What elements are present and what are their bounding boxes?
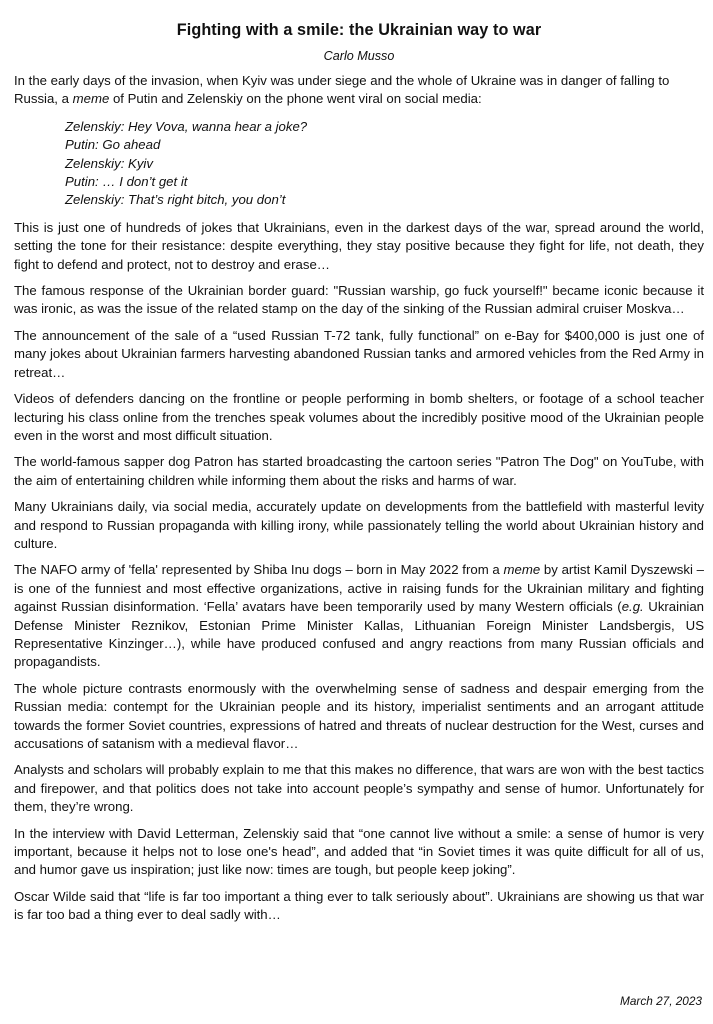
- nafo-text: Ukrainian Defense Minister Reznikov, Estonian Prime Minister Kallas, Lithuanian Foreign Minister Landsbergis, US Representative Kinzinger…), while have produced confused and angry reactions from many Russian officials and propagandists.: [14, 599, 704, 670]
- body-paragraph: The announcement of the sale of a “used Russian T-72 tank, fully functional” on e-Bay for $400,000 is just one of many jokes about Ukrainian farmers harvesting abandoned Russian tanks and armored vehicles from the Red Army in retreat…: [14, 327, 704, 380]
- intro-emphasis: meme: [72, 91, 110, 107]
- nafo-text: The NAFO army of 'fella' represented by Shiba Inu dogs – born in May 2022 from a: [14, 562, 504, 578]
- nafo-paragraph: [14, 561, 704, 671]
- dialogue-line: Putin: … I don’t get it: [65, 174, 188, 190]
- intro-text-end: of Putin and Zelenskiy on the phone went viral on social media:: [109, 91, 482, 107]
- nafo-emphasis: e.g.: [621, 599, 644, 615]
- article-date: March 27, 2023: [620, 994, 702, 1008]
- body-paragraph: Videos of defenders dancing on the frontline or people performing in bomb shelters, or footage of a school teacher lecturing his class online from the trenches speak volumes about the incredibly positive mood of the Ukrainian people even in the worst and most difficult situation.: [14, 391, 704, 443]
- body-paragraph: Many Ukrainians daily, via social media, accurately update on developments from the battlefield with masterful levity and respond to Russian propaganda with killing irony, while passionately telling the world about Ukrainian history and culture.: [14, 499, 704, 551]
- intro-text: In the early days of the invasion, when Kyiv was under siege and the whole of Ukraine was in danger of falling to Russia, a: [14, 73, 670, 107]
- body-paragraph: The world-famous sapper dog Patron has started broadcasting the cartoon series "Patron The Dog" on YouTube, with the aim of entertaining children while informing them about the risks and harms of war.: [14, 454, 704, 488]
- intro-paragraph: [14, 72, 704, 109]
- body-paragraph: In the interview with David Letterman, Zelenskiy said that “one cannot live without a smile: a sense of humor is very important, because it helps not to lose one's head”, and added that “in Soviet times it was quite difficult for all of us, and humor gave us inspiration; just like now: times are tough, but people keep joking”.: [14, 825, 704, 878]
- dialogue-line: Zelenskiy: Hey Vova, wanna hear a joke?: [65, 118, 308, 134]
- dialogue-line: Zelenskiy: Kyiv: [65, 155, 153, 171]
- body-paragraph: The famous response of the Ukrainian border guard: "Russian warship, go fuck yourself!" became iconic because it was ironic, as was the issue of the related stamp on the day of the sinking of the Russian admiral cruiser Moskva…: [14, 283, 704, 317]
- dialogue-line: Putin: Go ahead: [65, 137, 161, 153]
- article-author: Carlo Musso: [323, 49, 395, 63]
- body-paragraph: Analysts and scholars will probably explain to me that this makes no difference, that wars are won with the best tactics and firepower, and that politics does not take into account people’s sympathy and sense of humor. Unfortunately for them, they’re wrong.: [14, 762, 704, 815]
- body-paragraph: Oscar Wilde said that “life is far too important a thing ever to talk seriously about”. Ukrainians are showing us that war is far too bad a thing ever to deal sadly with…: [14, 888, 704, 923]
- body-paragraph: The whole picture contrasts enormously with the overwhelming sense of sadness and despair emerging from the Russian media: contempt for the Ukrainian people and its history, imperialist sentiments and an arrogant attitude towards the former Soviet countries, expressions of hatred and threats of nuclear destruction for the West, curses and accusations of satanism with a medieval flavor…: [14, 680, 704, 751]
- joke-dialogue: [65, 118, 704, 210]
- dialogue-line: Zelenskiy: That’s right bitch, you don’t: [65, 192, 286, 208]
- nafo-emphasis: meme: [503, 562, 541, 578]
- nafo-text: by artist Kamil Dyszewski – is one of the funniest and most effective organizations, active in raising funds for the Ukrainian military and fighting against Russian disinformation. ‘Fella’ avatars have been temporarily used by many Western officials (: [14, 562, 705, 615]
- body-paragraph: This is just one of hundreds of jokes that Ukrainians, even in the darkest days of the war, spread around the world, setting the tone for their resistance: despite everything, they stay positive because they fight for life, not death, they fight to defend and protect, not to destroy and erase…: [14, 219, 704, 272]
- article-title: Fighting with a smile: the Ukrainian way to war: [176, 21, 542, 39]
